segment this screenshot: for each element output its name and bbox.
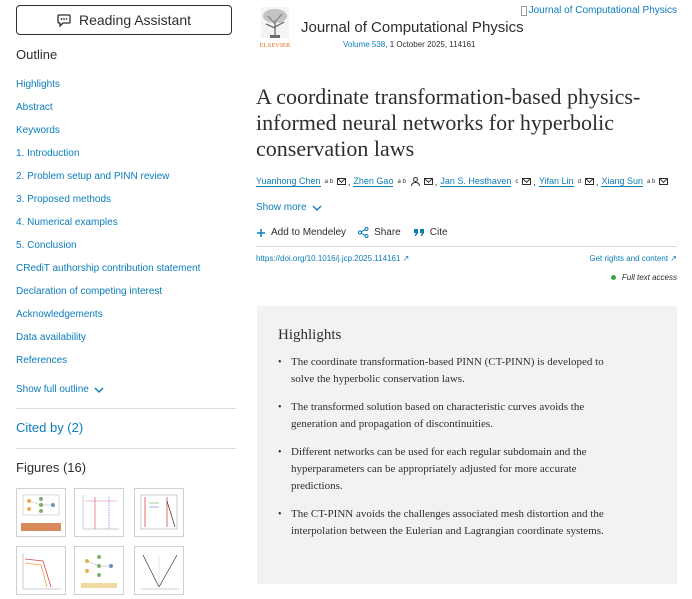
reading-assistant-label: Reading Assistant bbox=[78, 12, 192, 28]
author-separator: , bbox=[347, 176, 351, 187]
person-icon bbox=[410, 177, 420, 186]
author-separator: , bbox=[595, 176, 599, 187]
author-affiliation: d bbox=[577, 178, 581, 185]
mendeley-label: Add to Mendeley bbox=[271, 227, 347, 238]
volume-info bbox=[343, 40, 475, 49]
full-text-access-label: Full text access bbox=[621, 273, 677, 282]
author-name: Zhen Gao bbox=[353, 176, 394, 186]
rights-and-content-link[interactable]: Get rights and content ↗ bbox=[589, 254, 677, 263]
add-to-mendeley-button[interactable] bbox=[256, 227, 346, 238]
article-actions bbox=[256, 227, 448, 238]
email-icon bbox=[659, 178, 668, 185]
divider bbox=[16, 448, 236, 449]
doi-link[interactable]: https://doi.org/10.1016/j.jcp.2025.114161 ↗ bbox=[256, 254, 410, 263]
elsevier-wordmark: ELSEVIER bbox=[259, 42, 291, 49]
outline-item-references[interactable]: References bbox=[16, 355, 68, 366]
author-name: Yuanhong Chen bbox=[256, 176, 321, 186]
full-text-access-badge bbox=[611, 273, 677, 282]
outline-item-declaration[interactable]: Declaration of competing interest bbox=[16, 286, 163, 297]
author-affiliation: a b bbox=[646, 178, 656, 185]
outline-item-numerical-examples[interactable]: 4. Numerical examples bbox=[16, 217, 118, 228]
divider bbox=[256, 246, 677, 247]
highlights-box bbox=[257, 306, 677, 584]
outline-item-keywords[interactable]: Keywords bbox=[16, 125, 60, 136]
broken-image-icon bbox=[521, 6, 527, 16]
figure-thumbnail[interactable] bbox=[74, 546, 124, 595]
email-icon bbox=[424, 178, 433, 185]
highlight-item: • The coordinate transformation-based PINN (CT-PINN) is developed to solve the hyperbolic conservation laws. bbox=[278, 354, 618, 388]
outline-item-credit[interactable]: CRediT authorship contribution statement bbox=[16, 263, 201, 274]
quote-icon bbox=[413, 228, 425, 237]
share-icon bbox=[358, 227, 369, 238]
highlight-item: • Different networks can be used for each regular subdomain and the hyperparameters can be appropriately adjusted for more accurate predictions. bbox=[278, 444, 618, 495]
outline-item-introduction[interactable]: 1. Introduction bbox=[16, 148, 80, 159]
chevron-down-icon bbox=[312, 205, 322, 211]
elsevier-logo[interactable] bbox=[256, 6, 294, 50]
outline-item-problem-setup[interactable]: 2. Problem setup and PINN review bbox=[16, 171, 170, 182]
figures-heading: Figures (16) bbox=[16, 460, 87, 475]
outline-item-proposed-methods[interactable]: 3. Proposed methods bbox=[16, 194, 112, 205]
share-label: Share bbox=[374, 227, 401, 238]
plus-icon bbox=[256, 228, 266, 238]
author-separator: , bbox=[434, 176, 438, 187]
author-name: Jan S. Hesthaven bbox=[440, 176, 512, 186]
outline-list bbox=[16, 78, 200, 377]
share-button[interactable] bbox=[358, 227, 401, 238]
article-title: A coordinate transformation-based physics-informed neural networks for hyperbolic conservation laws bbox=[256, 84, 641, 161]
volume-link[interactable]: Volume 538 bbox=[343, 40, 386, 49]
cite-button[interactable] bbox=[413, 227, 448, 238]
left-sidebar bbox=[0, 0, 245, 599]
author-affiliation: a b bbox=[324, 178, 333, 185]
outline-item-highlights[interactable]: Highlights bbox=[16, 79, 60, 90]
journal-title-link[interactable]: Journal of Computational Physics bbox=[301, 19, 524, 36]
figure-thumbnail[interactable] bbox=[16, 488, 66, 537]
show-more-button[interactable] bbox=[256, 202, 322, 213]
email-icon bbox=[337, 178, 346, 185]
journal-cover-image[interactable] bbox=[521, 5, 677, 22]
show-more-label: Show more bbox=[256, 202, 307, 213]
reading-assistant-button[interactable] bbox=[16, 5, 232, 35]
author-affiliation: c bbox=[515, 178, 519, 185]
outline-item-data-availability[interactable]: Data availability bbox=[16, 332, 87, 343]
show-full-outline-link[interactable] bbox=[16, 384, 104, 395]
author-affiliation: a b bbox=[397, 178, 406, 185]
issue-info: , 1 October 2025, 114161 bbox=[385, 40, 476, 49]
chevron-down-icon bbox=[94, 387, 104, 393]
author-name: Xiang Sun bbox=[601, 176, 643, 186]
highlight-item: • The transformed solution based on characteristic curves avoids the generation and propagation of discontinuities. bbox=[278, 399, 618, 433]
author-link[interactable] bbox=[353, 176, 432, 187]
journal-cover-alt: Journal of Computational Physics bbox=[528, 5, 677, 16]
author-separator: , bbox=[533, 176, 536, 187]
figure-thumbnail[interactable] bbox=[134, 488, 184, 537]
author-link[interactable] bbox=[256, 176, 346, 187]
cited-by-link[interactable]: Cited by (2) bbox=[16, 420, 84, 435]
show-full-outline-label: Show full outline bbox=[16, 384, 89, 395]
figure-thumbnail[interactable] bbox=[134, 546, 184, 595]
author-name: Yifan Lin bbox=[538, 176, 574, 186]
outline-item-abstract[interactable]: Abstract bbox=[16, 102, 53, 113]
highlights-heading: Highlights bbox=[278, 327, 342, 343]
divider bbox=[16, 408, 236, 409]
highlights-list bbox=[278, 354, 618, 551]
author-link[interactable] bbox=[539, 176, 594, 187]
figure-thumbnail[interactable] bbox=[74, 488, 124, 537]
chat-bubble-icon bbox=[57, 14, 71, 27]
email-icon bbox=[585, 178, 594, 185]
outline-heading: Outline bbox=[16, 47, 58, 62]
email-icon bbox=[522, 178, 531, 185]
author-link[interactable] bbox=[601, 176, 668, 187]
author-list bbox=[256, 176, 668, 187]
outline-item-conclusion[interactable]: 5. Conclusion bbox=[16, 240, 77, 251]
cite-label: Cite bbox=[429, 227, 448, 238]
figure-thumbnail[interactable] bbox=[16, 546, 66, 595]
author-link[interactable] bbox=[440, 176, 531, 187]
access-status-icon bbox=[611, 275, 616, 280]
highlight-item: • The CT-PINN avoids the challenges associated mesh distortion and the interpolation between the Eulerian and Lagrangian coordinate systems. bbox=[278, 506, 618, 540]
outline-item-acknowledgements[interactable]: Acknowledgements bbox=[16, 309, 103, 320]
